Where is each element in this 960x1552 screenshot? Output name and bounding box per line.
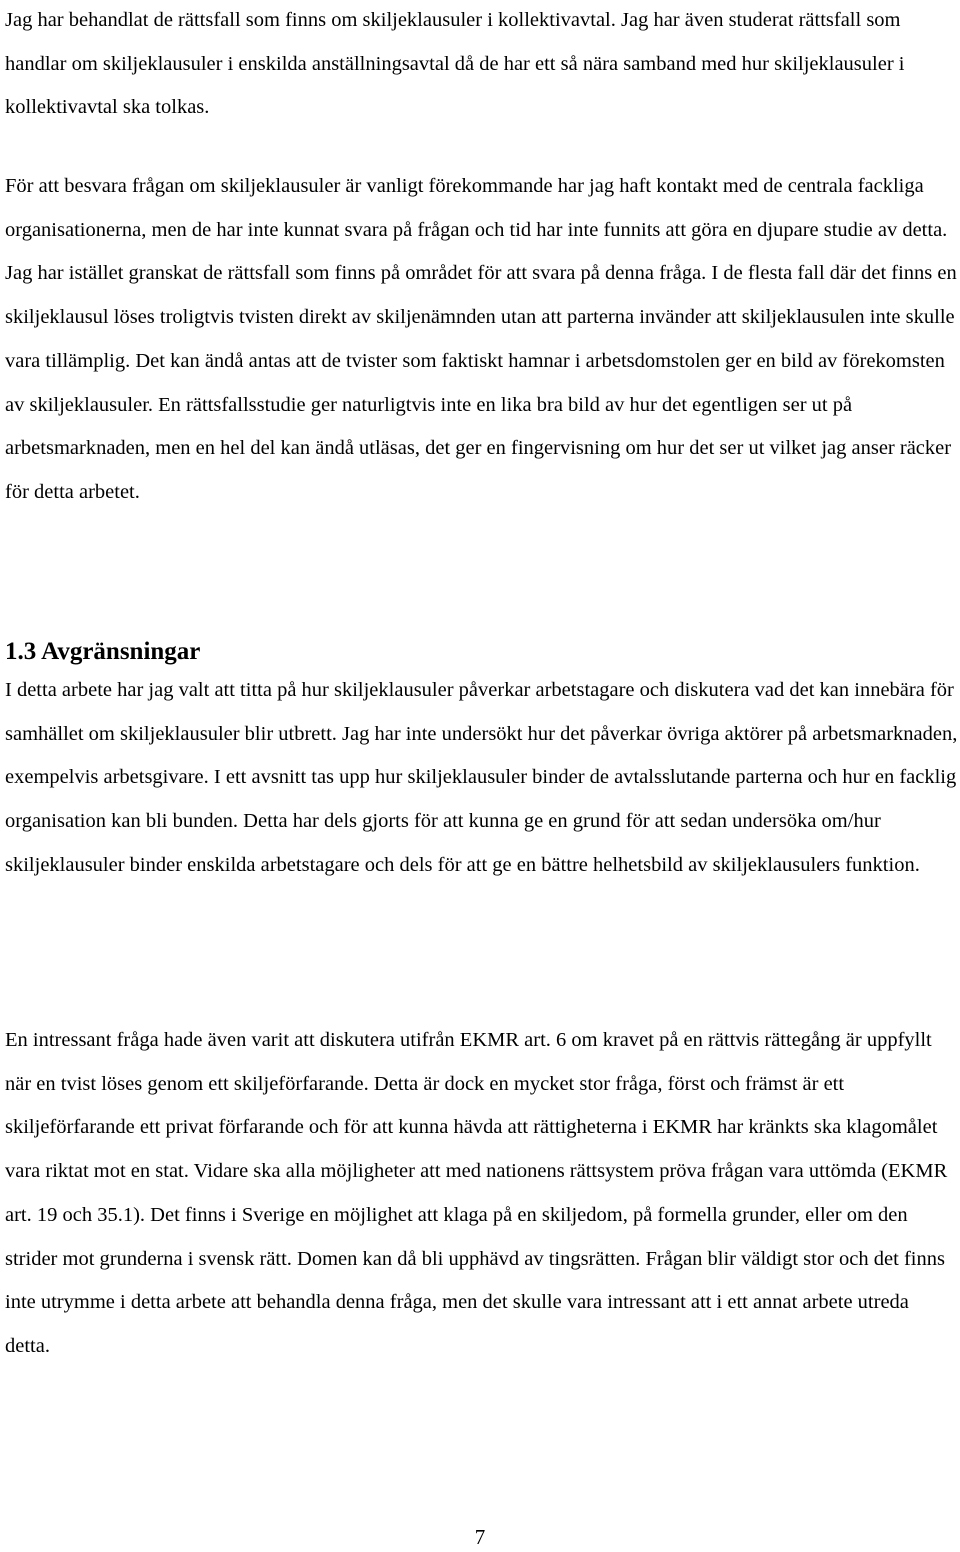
paragraph-delimitations: I detta arbete har jag valt att titta på hur skiljeklausuler påverkar arbetstagare och diskutera vad det kan innebära för samhället om skiljeklausuler blir utbrett. Jag har inte undersökt hur det påverkar övriga aktörer på arbetsmarknaden, exempelvis arbetsgivare. I ett avsnitt tas upp hur skiljeklausuler binder de avtalsslutande parterna och hur en facklig organisation kan bli bunden. Detta har dels gjorts för att kunna ge en grund för att sedan undersöka om/hur skiljeklausuler binder enskilda arbetstagare och dels för att ge en bättre helhetsbild av skiljeklausulers funktion. [5,679,958,876]
page-number: 7 [474,1525,486,1549]
paragraph-ekmr: En intressant fråga hade även varit att diskutera utifrån EKMR art. 6 om kravet på en rättvis rättegång är uppfyllt när en tvist löses genom ett skiljeförfarande. Detta är dock en mycket stor fråga, först och främst är ett skiljeförfarande ett privat förfarande och för att kunna hävda att rättigheterna i EKMR har kränkts ska klagomålet vara riktat mot en stat. Vidare ska alla möjligheter att med nationens rättsystem pröva frågan vara uttömda (EKMR art. 19 och 35.1). Det finns i Sverige en möjlighet att klaga på en skiljedom, på formella grunder, eller om den strider mot grunderna i svensk rätt. Domen kan då bli upphävd av tingsrätten. Frågan blir väldigt stor och det finns inte utrymme i detta arbete att behandla denna fråga, men det skulle vara intressant att i ett annat arbete utreda detta. [5,1029,948,1357]
paragraph-case-law-scope: Jag har behandlat de rättsfall som finns om skiljeklausuler i kollektivavtal. Jag har även studerat rättsfall som handlar om skiljeklausuler i enskilda anställningsavtal då de har ett så nära samband med hur skiljeklausuler i kollektivavtal ska tolkas. [5,9,905,119]
section-heading: 1.3 Avgränsningar [5,638,201,665]
paragraph-method: För att besvara frågan om skiljeklausuler är vanligt förekommande har jag haft kontakt med de centrala fackliga organisationerna, men de har inte kunnat svara på frågan och tid har inte funnits att göra en djupare studie av detta. Jag har istället granskat de rättsfall som finns på området för att svara på denna fråga. I de flesta fall där det finns en skiljeklausul löses troligtvis tvisten direkt av skiljenämnden utan att parterna invänder att skiljeklausulen inte skulle vara tillämplig. Det kan ändå antas att de tvister som faktiskt hamnar i arbetsdomstolen ger en bild av förekomsten av skiljeklausuler. En rättsfallsstudie ger naturligtvis inte en lika bra bild av hur det egentligen ser ut på arbetsmarknaden, men en hel del kan ändå utläsas, det ger en fingervisning om hur det ser ut vilket jag anser räcker för detta arbetet. [5,175,957,503]
